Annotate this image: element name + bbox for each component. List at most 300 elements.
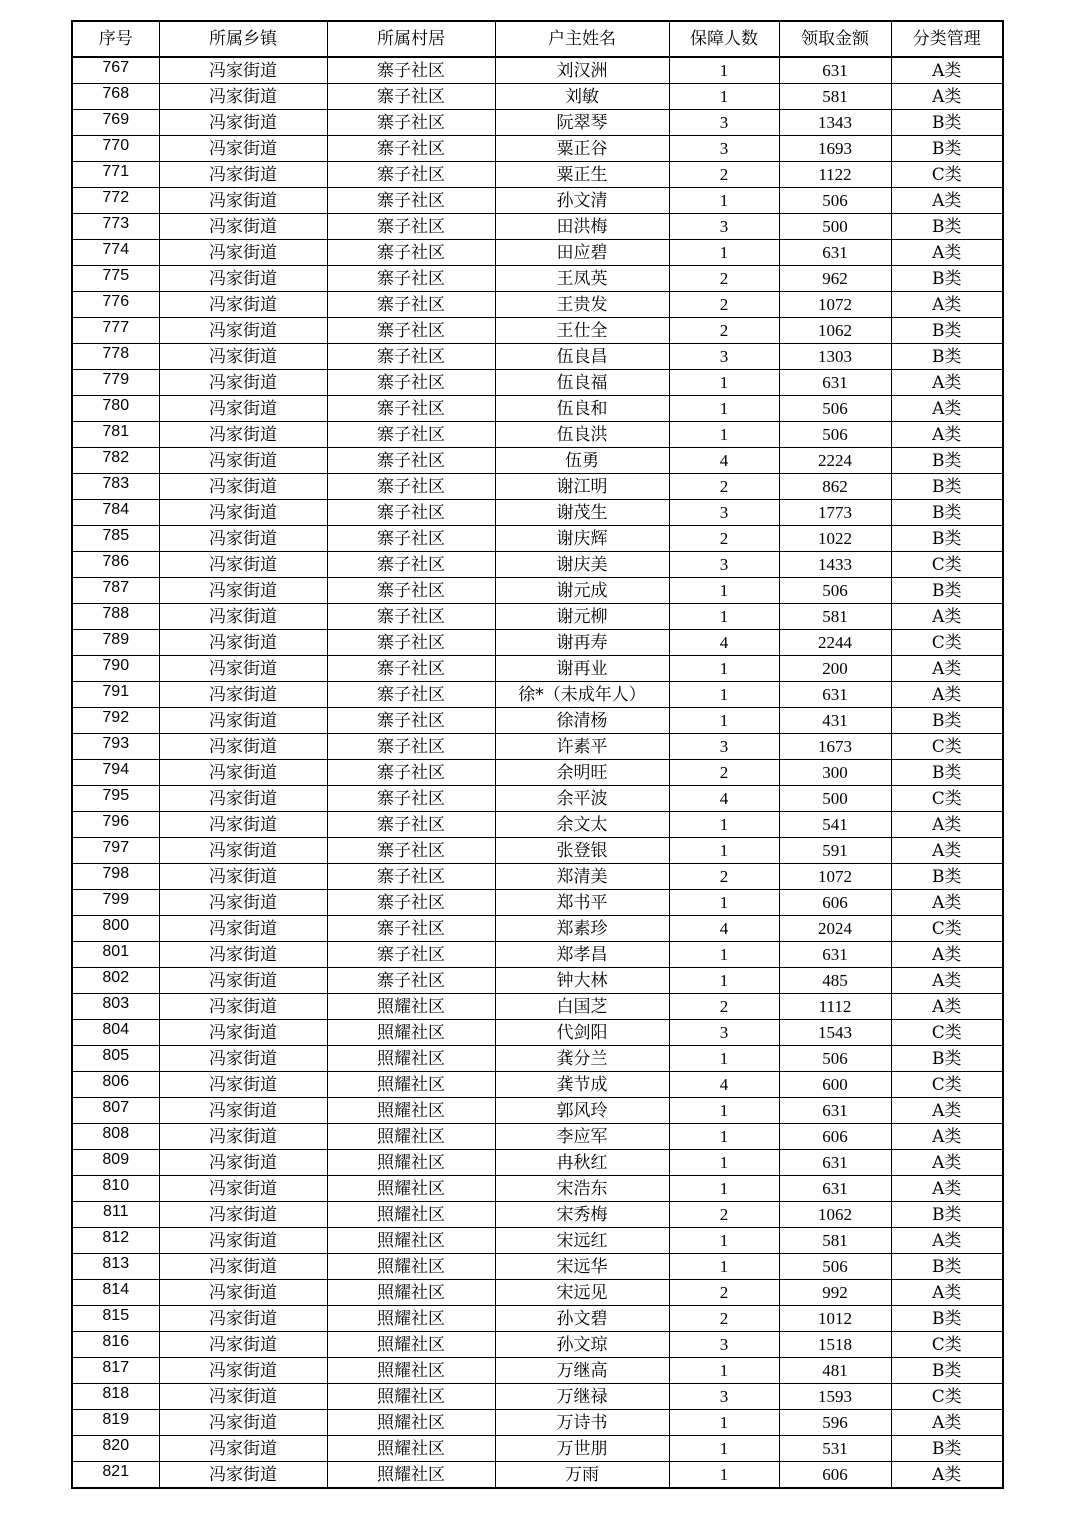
cell-village: 照耀社区 <box>327 1332 495 1358</box>
cell-township: 冯家街道 <box>159 1046 327 1072</box>
cell-village: 照耀社区 <box>327 1046 495 1072</box>
cell-village: 寨子社区 <box>327 812 495 838</box>
cell-index: 800 <box>72 916 159 942</box>
cell-householder: 谢再业 <box>495 656 669 682</box>
cell-village: 照耀社区 <box>327 1410 495 1436</box>
cell-category: B类 <box>891 344 1003 370</box>
table-row <box>72 240 1003 266</box>
cell-householder: 谢再寿 <box>495 630 669 656</box>
table-row <box>72 1020 1003 1046</box>
cell-householder: 宋浩东 <box>495 1176 669 1202</box>
cell-category: C类 <box>891 1020 1003 1046</box>
cell-township: 冯家街道 <box>159 474 327 500</box>
table-row <box>72 188 1003 214</box>
cell-amount: 506 <box>779 422 891 448</box>
cell-people-count: 3 <box>669 344 779 370</box>
cell-township: 冯家街道 <box>159 890 327 916</box>
cell-people-count: 3 <box>669 1332 779 1358</box>
cell-category: B类 <box>891 526 1003 552</box>
cell-category: B类 <box>891 1254 1003 1280</box>
cell-people-count: 4 <box>669 630 779 656</box>
cell-village: 寨子社区 <box>327 84 495 110</box>
table-row <box>72 1046 1003 1072</box>
cell-village: 寨子社区 <box>327 396 495 422</box>
cell-householder: 王凤英 <box>495 266 669 292</box>
cell-township: 冯家街道 <box>159 1020 327 1046</box>
cell-amount: 600 <box>779 1072 891 1098</box>
table-body <box>72 57 1003 1488</box>
cell-index: 792 <box>72 708 159 734</box>
cell-amount: 506 <box>779 188 891 214</box>
cell-householder: 伍勇 <box>495 448 669 474</box>
header-cell-index: 序号 <box>72 21 159 57</box>
cell-village: 照耀社区 <box>327 1306 495 1332</box>
cell-householder: 郭风玲 <box>495 1098 669 1124</box>
cell-people-count: 2 <box>669 864 779 890</box>
cell-village: 寨子社区 <box>327 682 495 708</box>
cell-index: 793 <box>72 734 159 760</box>
cell-householder: 龚节成 <box>495 1072 669 1098</box>
cell-people-count: 2 <box>669 1202 779 1228</box>
cell-index: 805 <box>72 1046 159 1072</box>
cell-householder: 刘敏 <box>495 84 669 110</box>
cell-village: 寨子社区 <box>327 136 495 162</box>
cell-category: A类 <box>891 682 1003 708</box>
table-row <box>72 552 1003 578</box>
cell-people-count: 2 <box>669 318 779 344</box>
cell-householder: 孙文清 <box>495 188 669 214</box>
cell-township: 冯家街道 <box>159 1150 327 1176</box>
cell-category: B类 <box>891 136 1003 162</box>
cell-township: 冯家街道 <box>159 422 327 448</box>
header-cell-category: 分类管理 <box>891 21 1003 57</box>
cell-people-count: 3 <box>669 1384 779 1410</box>
cell-township: 冯家街道 <box>159 1254 327 1280</box>
cell-index: 808 <box>72 1124 159 1150</box>
table-row <box>72 1228 1003 1254</box>
cell-amount: 631 <box>779 1150 891 1176</box>
cell-amount: 2244 <box>779 630 891 656</box>
cell-people-count: 3 <box>669 500 779 526</box>
cell-amount: 2224 <box>779 448 891 474</box>
table-row <box>72 214 1003 240</box>
cell-category: B类 <box>891 448 1003 474</box>
cell-township: 冯家街道 <box>159 1228 327 1254</box>
cell-amount: 631 <box>779 57 891 84</box>
cell-category: B类 <box>891 578 1003 604</box>
cell-householder: 宋秀梅 <box>495 1202 669 1228</box>
cell-amount: 1022 <box>779 526 891 552</box>
cell-amount: 500 <box>779 214 891 240</box>
cell-amount: 1122 <box>779 162 891 188</box>
cell-amount: 581 <box>779 1228 891 1254</box>
cell-township: 冯家街道 <box>159 448 327 474</box>
cell-householder: 徐清杨 <box>495 708 669 734</box>
cell-amount: 506 <box>779 1046 891 1072</box>
cell-index: 784 <box>72 500 159 526</box>
cell-index: 811 <box>72 1202 159 1228</box>
header-cell-householder: 户主姓名 <box>495 21 669 57</box>
table-row <box>72 396 1003 422</box>
cell-amount: 591 <box>779 838 891 864</box>
cell-amount: 1518 <box>779 1332 891 1358</box>
cell-township: 冯家街道 <box>159 760 327 786</box>
table-row <box>72 604 1003 630</box>
cell-township: 冯家街道 <box>159 1202 327 1228</box>
cell-index: 769 <box>72 110 159 136</box>
cell-village: 寨子社区 <box>327 604 495 630</box>
cell-township: 冯家街道 <box>159 916 327 942</box>
cell-township: 冯家街道 <box>159 1384 327 1410</box>
cell-township: 冯家街道 <box>159 734 327 760</box>
cell-category: B类 <box>891 760 1003 786</box>
cell-category: A类 <box>891 422 1003 448</box>
table-row <box>72 682 1003 708</box>
cell-index: 798 <box>72 864 159 890</box>
cell-amount: 485 <box>779 968 891 994</box>
cell-people-count: 1 <box>669 396 779 422</box>
cell-amount: 1062 <box>779 1202 891 1228</box>
cell-amount: 541 <box>779 812 891 838</box>
cell-people-count: 3 <box>669 136 779 162</box>
cell-township: 冯家街道 <box>159 968 327 994</box>
table-row <box>72 838 1003 864</box>
cell-amount: 962 <box>779 266 891 292</box>
cell-village: 寨子社区 <box>327 760 495 786</box>
cell-people-count: 1 <box>669 578 779 604</box>
cell-category: B类 <box>891 214 1003 240</box>
cell-amount: 862 <box>779 474 891 500</box>
cell-amount: 1773 <box>779 500 891 526</box>
cell-category: A类 <box>891 84 1003 110</box>
cell-village: 寨子社区 <box>327 786 495 812</box>
cell-householder: 万世朋 <box>495 1436 669 1462</box>
cell-village: 寨子社区 <box>327 214 495 240</box>
table-row <box>72 292 1003 318</box>
table-row <box>72 500 1003 526</box>
cell-index: 795 <box>72 786 159 812</box>
cell-people-count: 1 <box>669 1046 779 1072</box>
table-row <box>72 760 1003 786</box>
cell-township: 冯家街道 <box>159 110 327 136</box>
cell-township: 冯家街道 <box>159 708 327 734</box>
cell-householder: 宋远华 <box>495 1254 669 1280</box>
cell-amount: 606 <box>779 1462 891 1489</box>
cell-householder: 余文太 <box>495 812 669 838</box>
table-row <box>72 84 1003 110</box>
cell-people-count: 1 <box>669 84 779 110</box>
cell-township: 冯家街道 <box>159 1332 327 1358</box>
cell-householder: 伍良福 <box>495 370 669 396</box>
cell-village: 寨子社区 <box>327 656 495 682</box>
cell-householder: 钟大林 <box>495 968 669 994</box>
cell-category: A类 <box>891 1280 1003 1306</box>
table-row <box>72 1462 1003 1489</box>
cell-householder: 谢元成 <box>495 578 669 604</box>
table-row <box>72 1332 1003 1358</box>
cell-householder: 李应军 <box>495 1124 669 1150</box>
cell-householder: 田应碧 <box>495 240 669 266</box>
cell-township: 冯家街道 <box>159 240 327 266</box>
cell-index: 799 <box>72 890 159 916</box>
cell-people-count: 2 <box>669 292 779 318</box>
cell-township: 冯家街道 <box>159 1358 327 1384</box>
cell-index: 806 <box>72 1072 159 1098</box>
cell-householder: 阮翠琴 <box>495 110 669 136</box>
cell-index: 813 <box>72 1254 159 1280</box>
table-row <box>72 1072 1003 1098</box>
cell-people-count: 1 <box>669 370 779 396</box>
cell-index: 768 <box>72 84 159 110</box>
cell-category: B类 <box>891 1202 1003 1228</box>
cell-index: 786 <box>72 552 159 578</box>
header-cell-village: 所属村居 <box>327 21 495 57</box>
cell-township: 冯家街道 <box>159 136 327 162</box>
cell-amount: 631 <box>779 370 891 396</box>
cell-township: 冯家街道 <box>159 188 327 214</box>
cell-householder: 谢庆美 <box>495 552 669 578</box>
cell-category: A类 <box>891 838 1003 864</box>
cell-township: 冯家街道 <box>159 318 327 344</box>
cell-village: 寨子社区 <box>327 526 495 552</box>
cell-people-count: 1 <box>669 1124 779 1150</box>
cell-category: A类 <box>891 812 1003 838</box>
cell-category: A类 <box>891 1462 1003 1489</box>
cell-village: 照耀社区 <box>327 1124 495 1150</box>
cell-category: C类 <box>891 162 1003 188</box>
cell-village: 照耀社区 <box>327 994 495 1020</box>
cell-township: 冯家街道 <box>159 786 327 812</box>
cell-category: C类 <box>891 1072 1003 1098</box>
table-row <box>72 1384 1003 1410</box>
cell-category: C类 <box>891 1332 1003 1358</box>
data-table <box>71 20 1004 1489</box>
cell-category: A类 <box>891 656 1003 682</box>
cell-township: 冯家街道 <box>159 656 327 682</box>
cell-township: 冯家街道 <box>159 57 327 84</box>
table-row <box>72 1150 1003 1176</box>
cell-people-count: 1 <box>669 838 779 864</box>
cell-index: 810 <box>72 1176 159 1202</box>
cell-people-count: 4 <box>669 448 779 474</box>
cell-amount: 531 <box>779 1436 891 1462</box>
cell-category: A类 <box>891 994 1003 1020</box>
cell-people-count: 4 <box>669 1072 779 1098</box>
cell-village: 寨子社区 <box>327 422 495 448</box>
table-row <box>72 1098 1003 1124</box>
cell-village: 寨子社区 <box>327 942 495 968</box>
cell-people-count: 1 <box>669 708 779 734</box>
cell-amount: 631 <box>779 1176 891 1202</box>
table-row <box>72 526 1003 552</box>
cell-householder: 谢庆辉 <box>495 526 669 552</box>
cell-village: 寨子社区 <box>327 448 495 474</box>
cell-people-count: 1 <box>669 604 779 630</box>
cell-people-count: 1 <box>669 812 779 838</box>
cell-township: 冯家街道 <box>159 864 327 890</box>
cell-village: 照耀社区 <box>327 1254 495 1280</box>
cell-category: C类 <box>891 552 1003 578</box>
cell-township: 冯家街道 <box>159 344 327 370</box>
cell-householder: 孙文碧 <box>495 1306 669 1332</box>
cell-village: 照耀社区 <box>327 1098 495 1124</box>
header-row <box>72 21 1003 57</box>
cell-householder: 田洪梅 <box>495 214 669 240</box>
cell-people-count: 1 <box>669 890 779 916</box>
cell-village: 照耀社区 <box>327 1280 495 1306</box>
cell-category: A类 <box>891 1124 1003 1150</box>
cell-category: A类 <box>891 1150 1003 1176</box>
cell-index: 807 <box>72 1098 159 1124</box>
cell-people-count: 1 <box>669 942 779 968</box>
cell-people-count: 1 <box>669 240 779 266</box>
cell-township: 冯家街道 <box>159 1098 327 1124</box>
cell-township: 冯家街道 <box>159 1306 327 1332</box>
cell-township: 冯家街道 <box>159 1436 327 1462</box>
cell-people-count: 2 <box>669 994 779 1020</box>
cell-householder: 郑孝昌 <box>495 942 669 968</box>
cell-township: 冯家街道 <box>159 1280 327 1306</box>
cell-people-count: 3 <box>669 552 779 578</box>
cell-township: 冯家街道 <box>159 396 327 422</box>
cell-amount: 631 <box>779 240 891 266</box>
cell-village: 寨子社区 <box>327 240 495 266</box>
cell-householder: 宋远见 <box>495 1280 669 1306</box>
cell-index: 821 <box>72 1462 159 1489</box>
cell-index: 794 <box>72 760 159 786</box>
cell-householder: 刘汉洲 <box>495 57 669 84</box>
cell-householder: 伍良昌 <box>495 344 669 370</box>
cell-amount: 506 <box>779 1254 891 1280</box>
cell-amount: 606 <box>779 1124 891 1150</box>
cell-category: C类 <box>891 916 1003 942</box>
cell-index: 771 <box>72 162 159 188</box>
cell-amount: 1433 <box>779 552 891 578</box>
cell-index: 801 <box>72 942 159 968</box>
cell-people-count: 1 <box>669 1358 779 1384</box>
cell-amount: 1112 <box>779 994 891 1020</box>
cell-amount: 596 <box>779 1410 891 1436</box>
cell-index: 776 <box>72 292 159 318</box>
cell-people-count: 1 <box>669 682 779 708</box>
cell-village: 寨子社区 <box>327 162 495 188</box>
cell-township: 冯家街道 <box>159 552 327 578</box>
table-row <box>72 110 1003 136</box>
cell-village: 寨子社区 <box>327 890 495 916</box>
cell-people-count: 4 <box>669 786 779 812</box>
cell-people-count: 1 <box>669 656 779 682</box>
cell-householder: 代剑阳 <box>495 1020 669 1046</box>
cell-township: 冯家街道 <box>159 500 327 526</box>
header-cell-people-count: 保障人数 <box>669 21 779 57</box>
cell-village: 照耀社区 <box>327 1462 495 1489</box>
cell-index: 819 <box>72 1410 159 1436</box>
cell-township: 冯家街道 <box>159 578 327 604</box>
table-row <box>72 162 1003 188</box>
cell-index: 820 <box>72 1436 159 1462</box>
table-row <box>72 422 1003 448</box>
cell-people-count: 1 <box>669 188 779 214</box>
cell-category: B类 <box>891 1046 1003 1072</box>
cell-people-count: 1 <box>669 422 779 448</box>
cell-householder: 谢江明 <box>495 474 669 500</box>
cell-category: B类 <box>891 266 1003 292</box>
cell-category: A类 <box>891 1098 1003 1124</box>
cell-amount: 992 <box>779 1280 891 1306</box>
cell-amount: 631 <box>779 682 891 708</box>
cell-people-count: 1 <box>669 1098 779 1124</box>
cell-index: 804 <box>72 1020 159 1046</box>
cell-township: 冯家街道 <box>159 162 327 188</box>
table-row <box>72 57 1003 84</box>
cell-people-count: 2 <box>669 266 779 292</box>
cell-category: A类 <box>891 1176 1003 1202</box>
table-row <box>72 344 1003 370</box>
cell-amount: 1062 <box>779 318 891 344</box>
cell-index: 802 <box>72 968 159 994</box>
table-row <box>72 448 1003 474</box>
cell-people-count: 1 <box>669 1410 779 1436</box>
cell-index: 783 <box>72 474 159 500</box>
cell-householder: 郑清美 <box>495 864 669 890</box>
cell-people-count: 1 <box>669 1436 779 1462</box>
cell-village: 寨子社区 <box>327 864 495 890</box>
cell-category: B类 <box>891 1436 1003 1462</box>
cell-people-count: 3 <box>669 1020 779 1046</box>
cell-township: 冯家街道 <box>159 214 327 240</box>
cell-amount: 1343 <box>779 110 891 136</box>
cell-index: 770 <box>72 136 159 162</box>
cell-category: A类 <box>891 968 1003 994</box>
cell-people-count: 1 <box>669 1176 779 1202</box>
table-row <box>72 942 1003 968</box>
cell-township: 冯家街道 <box>159 630 327 656</box>
cell-index: 817 <box>72 1358 159 1384</box>
cell-householder: 谢元柳 <box>495 604 669 630</box>
cell-householder: 谢茂生 <box>495 500 669 526</box>
cell-category: B类 <box>891 708 1003 734</box>
cell-amount: 300 <box>779 760 891 786</box>
cell-index: 785 <box>72 526 159 552</box>
cell-people-count: 1 <box>669 1254 779 1280</box>
cell-township: 冯家街道 <box>159 266 327 292</box>
cell-householder: 郑书平 <box>495 890 669 916</box>
cell-index: 767 <box>72 57 159 84</box>
table-row <box>72 266 1003 292</box>
cell-category: B类 <box>891 474 1003 500</box>
cell-township: 冯家街道 <box>159 1072 327 1098</box>
cell-index: 791 <box>72 682 159 708</box>
cell-category: C类 <box>891 786 1003 812</box>
cell-village: 寨子社区 <box>327 708 495 734</box>
cell-category: A类 <box>891 57 1003 84</box>
cell-category: C类 <box>891 1384 1003 1410</box>
table-row <box>72 734 1003 760</box>
cell-village: 寨子社区 <box>327 57 495 84</box>
table-row <box>72 474 1003 500</box>
cell-people-count: 2 <box>669 474 779 500</box>
cell-township: 冯家街道 <box>159 604 327 630</box>
cell-village: 寨子社区 <box>327 578 495 604</box>
cell-index: 816 <box>72 1332 159 1358</box>
table-row <box>72 318 1003 344</box>
cell-people-count: 3 <box>669 734 779 760</box>
cell-index: 777 <box>72 318 159 344</box>
header-cell-amount: 领取金额 <box>779 21 891 57</box>
cell-category: A类 <box>891 292 1003 318</box>
cell-township: 冯家街道 <box>159 994 327 1020</box>
table-row <box>72 708 1003 734</box>
